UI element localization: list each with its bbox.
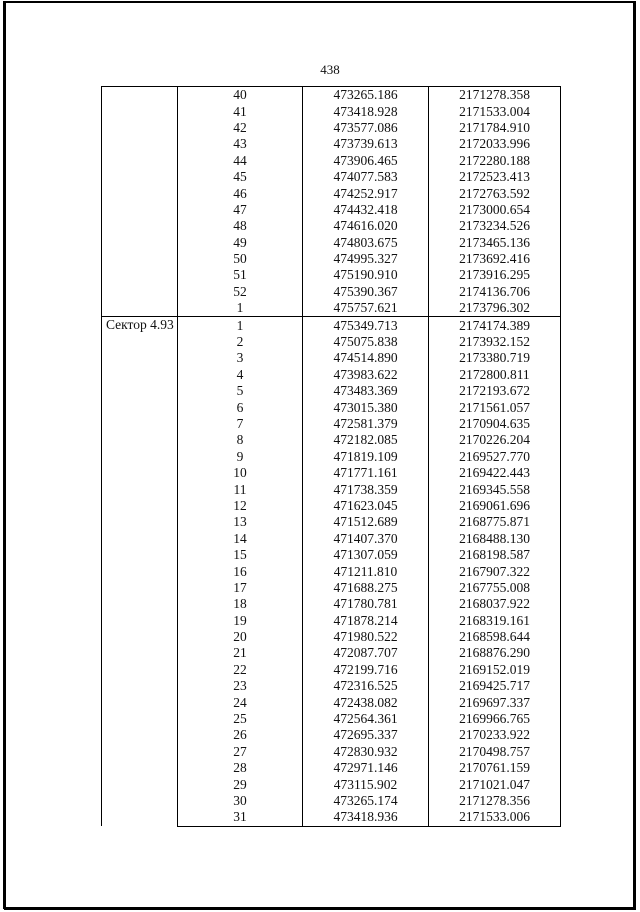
- point-number-cell: 44: [178, 153, 303, 169]
- point-number-cell: 45: [178, 169, 303, 185]
- y-coordinate-cell: 2167755.008: [429, 580, 561, 596]
- x-coordinate-cell: 473265.186: [303, 87, 429, 104]
- y-coordinate-cell: 2169422.443: [429, 465, 561, 481]
- x-coordinate-cell: 471407.370: [303, 531, 429, 547]
- point-number-cell: 7: [178, 416, 303, 432]
- point-number-cell: 47: [178, 202, 303, 218]
- point-number-cell: 11: [178, 481, 303, 497]
- x-coordinate-cell: 472830.932: [303, 744, 429, 760]
- y-coordinate-cell: 2170233.922: [429, 727, 561, 743]
- point-number-cell: 17: [178, 580, 303, 596]
- x-coordinate-cell: 473265.174: [303, 793, 429, 809]
- y-coordinate-cell: 2172800.811: [429, 367, 561, 383]
- x-coordinate-cell: 471738.359: [303, 481, 429, 497]
- point-number-cell: 19: [178, 613, 303, 629]
- y-coordinate-cell: 2171561.057: [429, 399, 561, 415]
- page-number: 438: [320, 62, 340, 77]
- x-coordinate-cell: 472971.146: [303, 760, 429, 776]
- y-coordinate-cell: 2168876.290: [429, 645, 561, 661]
- coordinates-table: [101, 86, 561, 827]
- x-coordinate-cell: 472182.085: [303, 432, 429, 448]
- x-coordinate-cell: 473015.380: [303, 399, 429, 415]
- x-coordinate-cell: 472695.337: [303, 727, 429, 743]
- y-coordinate-cell: 2172280.188: [429, 153, 561, 169]
- x-coordinate-cell: 474432.418: [303, 202, 429, 218]
- x-coordinate-cell: 471512.689: [303, 514, 429, 530]
- y-coordinate-cell: 2173000.654: [429, 202, 561, 218]
- y-coordinate-cell: 2169425.717: [429, 678, 561, 694]
- y-coordinate-cell: 2171533.004: [429, 103, 561, 119]
- point-number-cell: 10: [178, 465, 303, 481]
- x-coordinate-cell: 472581.379: [303, 416, 429, 432]
- point-number-cell: 3: [178, 350, 303, 366]
- point-number-cell: 2: [178, 334, 303, 350]
- y-coordinate-cell: 2170226.204: [429, 432, 561, 448]
- point-number-cell: 40: [178, 87, 303, 104]
- y-coordinate-cell: 2169152.019: [429, 662, 561, 678]
- point-number-cell: 51: [178, 267, 303, 283]
- x-coordinate-cell: 475390.367: [303, 284, 429, 300]
- y-coordinate-cell: 2168598.644: [429, 629, 561, 645]
- x-coordinate-cell: 473739.613: [303, 136, 429, 152]
- point-number-cell: 48: [178, 218, 303, 234]
- y-coordinate-cell: 2169345.558: [429, 481, 561, 497]
- y-coordinate-cell: 2171021.047: [429, 776, 561, 792]
- y-coordinate-cell: 2171278.358: [429, 87, 561, 104]
- point-number-cell: 12: [178, 498, 303, 514]
- x-coordinate-cell: 471623.045: [303, 498, 429, 514]
- point-number-cell: 42: [178, 120, 303, 136]
- x-coordinate-cell: 475757.621: [303, 300, 429, 317]
- x-coordinate-cell: 474995.327: [303, 251, 429, 267]
- point-number-cell: 49: [178, 235, 303, 251]
- y-coordinate-cell: 2168198.587: [429, 547, 561, 563]
- point-number-cell: 50: [178, 251, 303, 267]
- point-number-cell: 22: [178, 662, 303, 678]
- y-coordinate-cell: 2173916.295: [429, 267, 561, 283]
- y-coordinate-cell: 2174136.706: [429, 284, 561, 300]
- table-row: [102, 317, 561, 334]
- y-coordinate-cell: 2173380.719: [429, 350, 561, 366]
- point-number-cell: 21: [178, 645, 303, 661]
- point-number-cell: 16: [178, 563, 303, 579]
- point-number-cell: 8: [178, 432, 303, 448]
- coordinates-table-body: [102, 87, 561, 827]
- x-coordinate-cell: 474252.917: [303, 185, 429, 201]
- point-number-cell: 30: [178, 793, 303, 809]
- y-coordinate-cell: 2173234.526: [429, 218, 561, 234]
- point-number-cell: 52: [178, 284, 303, 300]
- point-number-cell: 23: [178, 678, 303, 694]
- y-coordinate-cell: 2172763.592: [429, 185, 561, 201]
- x-coordinate-cell: 473577.086: [303, 120, 429, 136]
- x-coordinate-cell: 474616.020: [303, 218, 429, 234]
- x-coordinate-cell: 471878.214: [303, 613, 429, 629]
- y-coordinate-cell: 2174174.389: [429, 317, 561, 334]
- x-coordinate-cell: 472087.707: [303, 645, 429, 661]
- x-coordinate-cell: 471980.522: [303, 629, 429, 645]
- x-coordinate-cell: 472199.716: [303, 662, 429, 678]
- x-coordinate-cell: 475349.713: [303, 317, 429, 334]
- point-number-cell: 5: [178, 383, 303, 399]
- point-number-cell: 26: [178, 727, 303, 743]
- x-coordinate-cell: 471819.109: [303, 449, 429, 465]
- x-coordinate-cell: 474077.583: [303, 169, 429, 185]
- page-border-bottom: [4, 907, 636, 910]
- x-coordinate-cell: 471688.275: [303, 580, 429, 596]
- y-coordinate-cell: 2172523.413: [429, 169, 561, 185]
- table-row: [102, 87, 561, 104]
- y-coordinate-cell: 2170761.159: [429, 760, 561, 776]
- point-number-cell: 24: [178, 694, 303, 710]
- x-coordinate-cell: 471780.781: [303, 596, 429, 612]
- y-coordinate-cell: 2169527.770: [429, 449, 561, 465]
- x-coordinate-cell: 472316.525: [303, 678, 429, 694]
- page-border-right: [633, 1, 636, 909]
- y-coordinate-cell: 2169697.337: [429, 694, 561, 710]
- x-coordinate-cell: 473983.622: [303, 367, 429, 383]
- point-number-cell: 13: [178, 514, 303, 530]
- x-coordinate-cell: 473906.465: [303, 153, 429, 169]
- y-coordinate-cell: 2168037.922: [429, 596, 561, 612]
- x-coordinate-cell: 471771.161: [303, 465, 429, 481]
- point-number-cell: 29: [178, 776, 303, 792]
- point-number-cell: 46: [178, 185, 303, 201]
- sector-cell: Сектор 4.93: [102, 317, 178, 826]
- y-coordinate-cell: 2171533.006: [429, 809, 561, 826]
- y-coordinate-cell: 2168488.130: [429, 531, 561, 547]
- y-coordinate-cell: 2168319.161: [429, 613, 561, 629]
- point-number-cell: 28: [178, 760, 303, 776]
- point-number-cell: 6: [178, 399, 303, 415]
- point-number-cell: 31: [178, 809, 303, 826]
- x-coordinate-cell: 475190.910: [303, 267, 429, 283]
- y-coordinate-cell: 2173465.136: [429, 235, 561, 251]
- point-number-cell: 25: [178, 711, 303, 727]
- y-coordinate-cell: 2170498.757: [429, 744, 561, 760]
- point-number-cell: 1: [178, 300, 303, 317]
- y-coordinate-cell: 2173796.302: [429, 300, 561, 317]
- x-coordinate-cell: 473418.936: [303, 809, 429, 826]
- page-border-left: [3, 1, 6, 909]
- y-coordinate-cell: 2169061.696: [429, 498, 561, 514]
- sector-cell: [102, 87, 178, 317]
- x-coordinate-cell: 471211.810: [303, 563, 429, 579]
- x-coordinate-cell: 474803.675: [303, 235, 429, 251]
- point-number-cell: 18: [178, 596, 303, 612]
- y-coordinate-cell: 2171278.356: [429, 793, 561, 809]
- point-number-cell: 4: [178, 367, 303, 383]
- y-coordinate-cell: 2171784.910: [429, 120, 561, 136]
- point-number-cell: 1: [178, 317, 303, 334]
- point-number-cell: 43: [178, 136, 303, 152]
- page-border-top: [4, 1, 636, 3]
- x-coordinate-cell: 472438.082: [303, 694, 429, 710]
- x-coordinate-cell: 473418.928: [303, 103, 429, 119]
- y-coordinate-cell: 2169966.765: [429, 711, 561, 727]
- point-number-cell: 15: [178, 547, 303, 563]
- x-coordinate-cell: 471307.059: [303, 547, 429, 563]
- point-number-cell: 9: [178, 449, 303, 465]
- x-coordinate-cell: 475075.838: [303, 334, 429, 350]
- x-coordinate-cell: 473115.902: [303, 776, 429, 792]
- y-coordinate-cell: 2172033.996: [429, 136, 561, 152]
- x-coordinate-cell: 472564.361: [303, 711, 429, 727]
- point-number-cell: 27: [178, 744, 303, 760]
- point-number-cell: 14: [178, 531, 303, 547]
- y-coordinate-cell: 2173932.152: [429, 334, 561, 350]
- y-coordinate-cell: 2173692.416: [429, 251, 561, 267]
- point-number-cell: 41: [178, 103, 303, 119]
- y-coordinate-cell: 2170904.635: [429, 416, 561, 432]
- x-coordinate-cell: 474514.890: [303, 350, 429, 366]
- x-coordinate-cell: 473483.369: [303, 383, 429, 399]
- y-coordinate-cell: 2172193.672: [429, 383, 561, 399]
- point-number-cell: 20: [178, 629, 303, 645]
- y-coordinate-cell: 2168775.871: [429, 514, 561, 530]
- y-coordinate-cell: 2167907.322: [429, 563, 561, 579]
